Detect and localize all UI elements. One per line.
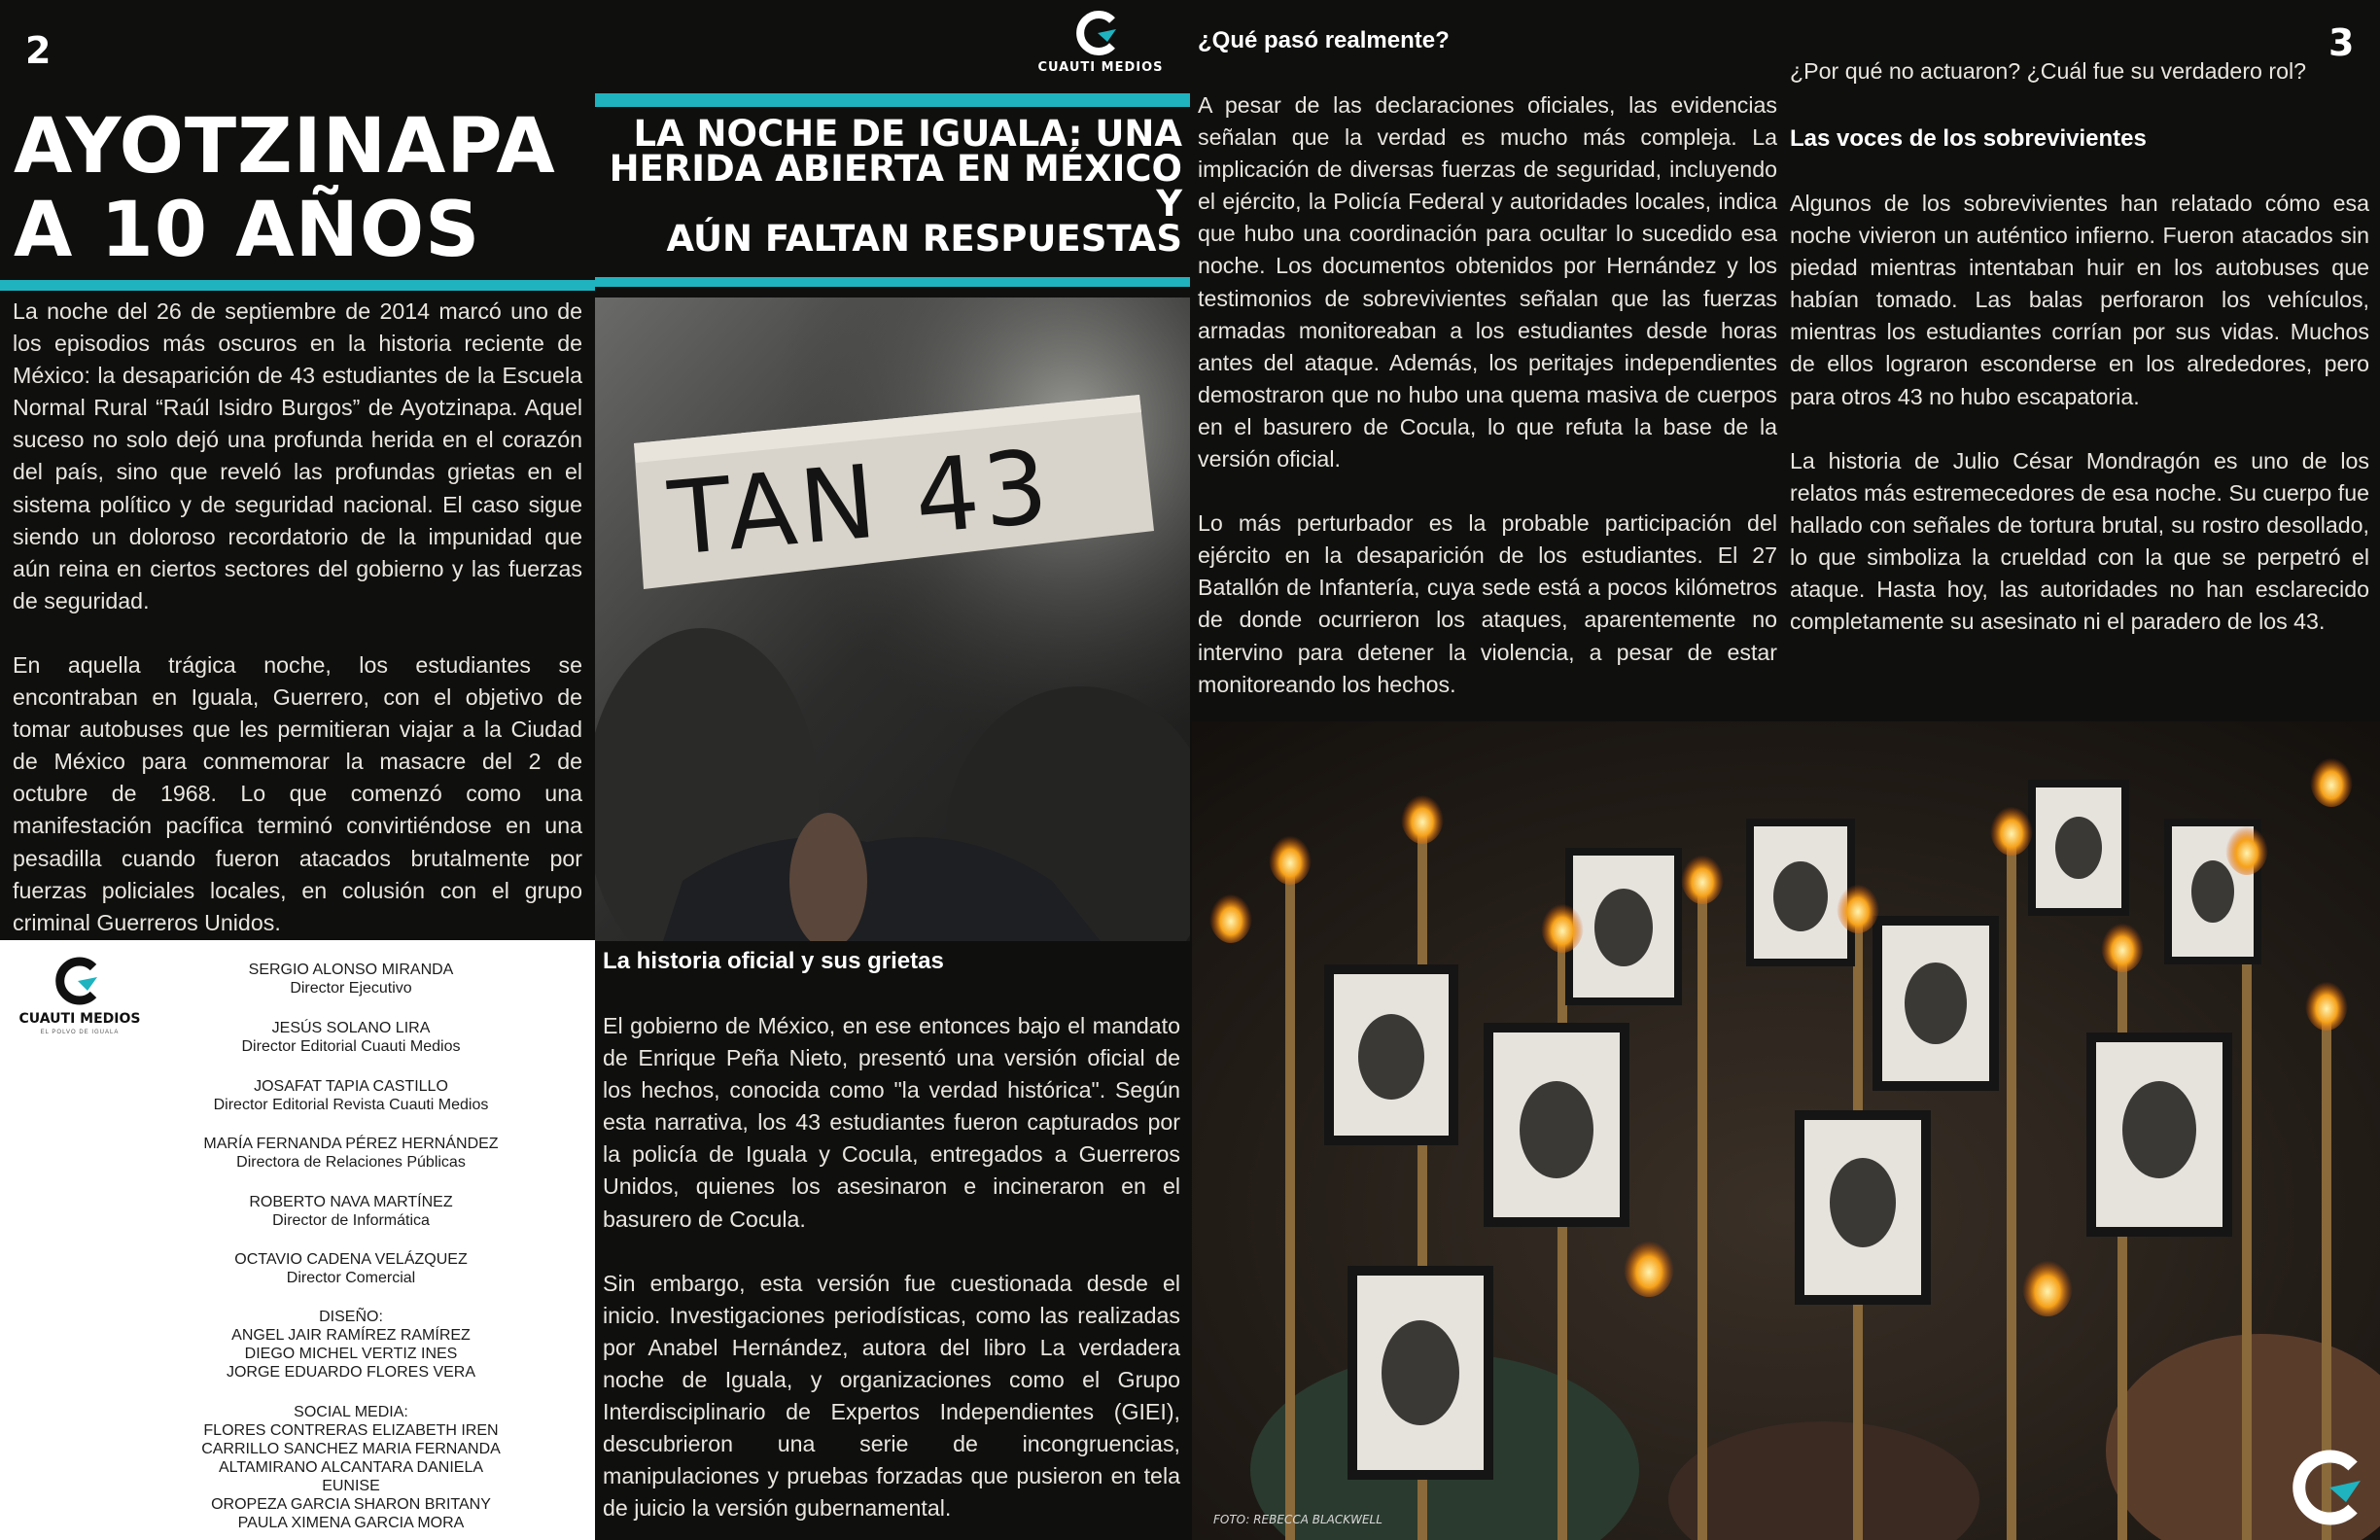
official-story-text xyxy=(603,1010,1180,1524)
teal-rule-headline xyxy=(595,93,1190,107)
main-title xyxy=(14,105,597,272)
survivors-paragraph-2: La historia de Julio César Mondragón es uno de los relatos más estremecedores de esa noche. Su cuerpo fue hallado con señales de tortura brutal, su rostro desollado, lo que simboliza la crueldad con la que se perpetró el ataque. Hasta hoy, las autoridades no han esclarecido completamente su asesinato ni el paradero de los 43. xyxy=(1790,447,2369,635)
social-member: CARRILLO SANCHEZ MARIA FERNANDA xyxy=(201,1441,501,1457)
headline-line-2: HERIDA ABIERTA EN MÉXICO Y xyxy=(609,148,1182,225)
survivors-paragraph-1: Algunos de los sobrevivientes han relatado cómo esa noche vivieron un auténtico infierno. Fueron atacados sin piedad mientras intentaban huir en los autobuses que habían tomado. Las balas perforaron los vehículos, mientras los estudiantes corrían por sus vidas. Muchos de ellos lograron esconderse en los alrededores, pero para otros 43 no hubo escapatoria. xyxy=(1790,191,2369,409)
design-credits xyxy=(194,1308,508,1382)
credits-logo-tagline: EL POLVO DE IGUALA xyxy=(40,1030,120,1035)
staff-name: ROBERTO NAVA MARTÍNEZ xyxy=(249,1194,453,1210)
masthead-logo-icon xyxy=(1075,10,1122,56)
social-member: OROPEZA GARCIA SHARON BRITANY xyxy=(211,1496,491,1513)
social-credits xyxy=(194,1403,508,1532)
main-title-line-1: AYOTZINAPA xyxy=(14,103,556,191)
vigil-photo xyxy=(1192,721,2380,1540)
staff-credit-2 xyxy=(194,1019,508,1056)
staff-role: Director Editorial Revista Cuauti Medios xyxy=(213,1097,489,1113)
design-member: DIEGO MICHEL VERTIZ INES xyxy=(244,1346,458,1362)
protest-sign-photo xyxy=(595,298,1190,941)
article-headline xyxy=(599,113,1182,260)
intro-text xyxy=(13,296,582,939)
staff-role: Director Editorial Cuauti Medios xyxy=(241,1038,461,1055)
staff-credit-6 xyxy=(194,1250,508,1287)
staff-name: JOSAFAT TAPIA CASTILLO xyxy=(254,1078,448,1095)
staff-credit-4 xyxy=(194,1135,508,1172)
photo-sign-text: TAN 43 xyxy=(664,427,1057,578)
staff-name: MARÍA FERNANDA PÉREZ HERNÁNDEZ xyxy=(203,1136,499,1152)
credits-panel xyxy=(0,940,595,1540)
masthead-brand: CUAUTI MEDIOS xyxy=(1037,60,1164,75)
staff-name: JESÚS SOLANO LIRA xyxy=(271,1020,431,1036)
what-happened-paragraph-2: Lo más perturbador es la probable participación del ejército en la desaparición de los estudiantes. El 27 Batallón de Infantería, cuya sede está a pocos kilómetros de donde ocurrieron los ataques, aparentemente no intervino para detener la violencia, a pesar de estar monitoreando los hechos. xyxy=(1198,510,1777,697)
what-happened-heading: ¿Qué pasó realmente? xyxy=(1198,27,1450,53)
teal-rule-left xyxy=(0,280,595,291)
social-member: PAULA XIMENA GARCIA MORA xyxy=(237,1515,465,1531)
social-member: ALTAMIRANO ALCANTARA DANIELA EUNISE xyxy=(218,1459,484,1494)
staff-credit-5 xyxy=(194,1193,508,1230)
intro-paragraph-2: En aquella trágica noche, los estudiantes se encontraban en Iguala, Guerrero, con el objetivo de tomar autobuses que les permitieran viajar a la Ciudad de México para conmemorar la masacre del 2 de octubre de 1968. Lo que comenzó como una manifestación pacífica terminó convirtiéndose en una pesadilla cuando fueron atacados brutalmente por fuerzas policiales locales, en colusión con el grupo criminal Guerreros Unidos. xyxy=(13,651,582,935)
staff-role: Director Comercial xyxy=(286,1270,416,1286)
design-label: DISEÑO: xyxy=(319,1309,383,1325)
page-number-left: 2 xyxy=(25,29,52,72)
headline-line-3: AÚN FALTAN RESPUESTAS xyxy=(666,218,1182,260)
staff-role: Director Ejecutivo xyxy=(290,980,412,997)
survivors-heading: Las voces de los sobrevivientes xyxy=(1790,125,2147,152)
watermark-logo-icon xyxy=(2292,1449,2370,1526)
official-story-paragraph-2: Sin embargo, esta versión fue cuestionada desde el inicio. Investigaciones periodísticas, como las realizadas por Anabel Hernández, autora del libro La verdadera noche de Iguala, y organizaciones como el Grupo Interdisciplinario de Expertos Independientes (GIEI), descubrieron una serie de incongruencias, manipulaciones y pruebas forzadas que pusieron en tela de juicio la versión gubernamental. xyxy=(603,1270,1180,1522)
social-label: SOCIAL MEDIA: xyxy=(294,1404,408,1420)
photo-credit: FOTO: REBECCA BLACKWELL xyxy=(1213,1513,1382,1526)
staff-credit-1 xyxy=(194,961,508,998)
credits-logo-icon xyxy=(54,956,103,1006)
what-happened-paragraph-1: A pesar de las declaraciones oficiales, las evidencias señalan que la verdad es mucho más compleja. La implicación de diversas fuerzas de seguridad, incluyendo el ejército, la Policía Federal y autoridades locales, indica que hubo una coordinación para ocultar lo sucedido esa noche. Los documentos obtenidos por Hernández y los testimonios de sobrevivientes señalan que las fuerzas armadas monitoreaban a los estudiantes desde horas antes del ataque. Además, los peritajes independientes demostraron que no hubo una quema masiva de cuerpos en el basurero de Cocula, lo que refuta la base de la versión oficial. xyxy=(1198,92,1777,472)
teal-rule-right-top xyxy=(595,277,1190,287)
staff-credit-3 xyxy=(194,1077,508,1114)
official-story-paragraph-1: El gobierno de México, en ese entonces bajo el mandato de Enrique Peña Nieto, presentó una versión oficial de los hechos, conocida como "la verdad histórica". Según esta narrativa, los 43 estudiantes fueron capturados por la policía de Iguala y Cocula, entregados a Guerreros Unidos, quienes los asesinaron e incineraron en el basurero de Cocula. xyxy=(603,1013,1180,1232)
main-title-line-2: A 10 AÑOS xyxy=(14,187,481,274)
survivors-text xyxy=(1790,188,2369,638)
intro-paragraph-1: La noche del 26 de septiembre de 2014 marcó uno de los episodios más oscuros en la historia reciente de México: la desaparición de 43 estudiantes de la Escuela Normal Rural “Raúl Isidro Burgos” de Ayotzinapa. Aquel suceso no solo dejó una profunda herida en el corazón del país, sino que reveló las profundas grietas en el sistema político y de seguridad nacional. El caso sigue siendo un doloroso recordatorio de la impunidad que aún reina en ciertos sectores del gobierno y las fuerzas de seguridad. xyxy=(13,298,582,613)
headline-line-1: LA NOCHE DE IGUALA: UNA xyxy=(633,113,1182,155)
official-story-heading: La historia oficial y sus grietas xyxy=(603,948,944,974)
staff-role: Director de Informática xyxy=(272,1212,430,1229)
what-happened-text xyxy=(1198,89,1777,701)
staff-name: SERGIO ALONSO MIRANDA xyxy=(248,962,454,978)
social-member: FLORES CONTRERAS ELIZABETH IREN xyxy=(203,1422,499,1439)
design-member: JORGE EDUARDO FLORES VERA xyxy=(226,1364,476,1381)
question-line: ¿Por qué no actuaron? ¿Cuál fue su verdadero rol? xyxy=(1790,58,2307,84)
staff-name: OCTAVIO CADENA VELÁZQUEZ xyxy=(234,1251,468,1268)
design-member: ANGEL JAIR RAMÍREZ RAMÍREZ xyxy=(231,1327,471,1344)
page-number-right: 3 xyxy=(2328,21,2355,64)
credits-logo-name: CUAUTI MEDIOS xyxy=(18,1011,141,1027)
staff-role: Directora de Relaciones Públicas xyxy=(236,1154,466,1171)
